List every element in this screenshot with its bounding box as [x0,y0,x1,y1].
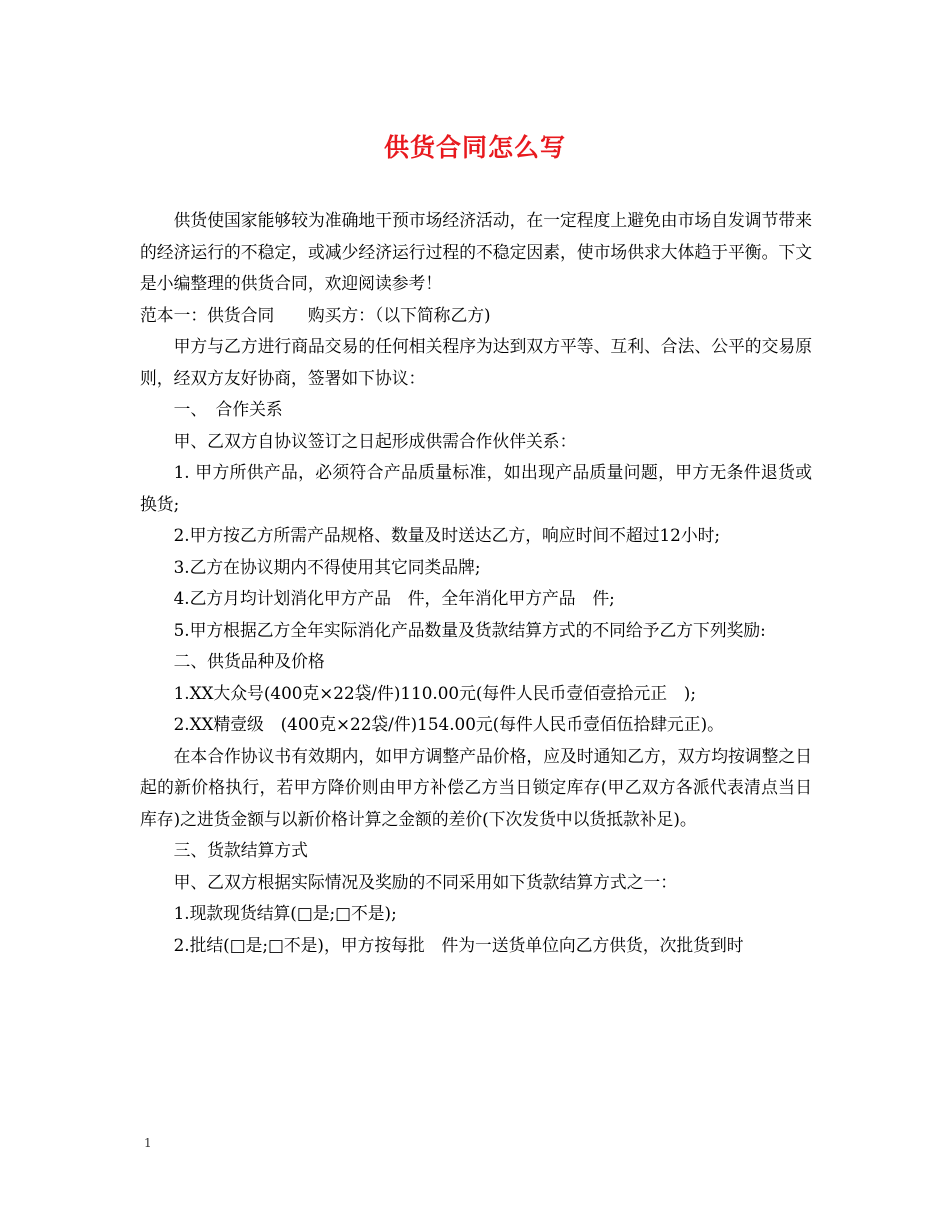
paragraph: 甲方与乙方进行商品交易的任何相关程序为达到双方平等、互利、合法、公平的交易原则，经双方友好协商，签署如下协议： [140,336,812,388]
document-title: 供货合同怎么写 [383,133,566,162]
paragraph: 1.现款现货结算(□是;□不是); [173,903,397,923]
paragraph: 甲、乙双方根据实际情况及奖励的不同采用如下货款结算方式之一： [173,871,678,892]
paragraph: 三、货款结算方式 [173,840,308,860]
paragraph: 3.乙方在协议期内不得使用其它同类品牌; [173,556,481,577]
paragraph: 2.批结(□是;□不是)，甲方按每批 件为一送货单位向乙方供货，次批货到时 [173,934,744,955]
paragraph: 5.甲方根据乙方全年实际消化产品数量及货款结算方式的不同给予乙方下列奖励: [173,619,766,640]
paragraph: 在本合作协议书有效期内，如甲方调整产品价格，应及时通知乙方，双方均按调整之日起的新价格执行，若甲方降价则由甲方补偿乙方当日锁定库存(甲乙双方各派代表清点当日库存)之进货金额与以新价格计算之金额的差价(下次发货中以货抵款补足)。 [140,745,812,829]
paragraph: 范本一：供货合同 购买方：（以下简称乙方) [140,304,491,325]
page-number: 1 [144,1136,152,1150]
paragraph: 供货使国家能够较为准确地干预市场经济活动，在一定程度上避免由市场自发调节带来的经济运行的不稳定，或减少经济运行过程的不稳定因素，使市场供求大体趋于平衡。下文是小编整理的供货合同，欢迎阅读参考！ [140,210,812,293]
paragraph: 甲、乙双方自协议签订之日起形成供需合作伙伴关系： [173,430,577,451]
paragraph: 4.乙方月均计划消化甲方产品 件，全年消化甲方产品 件; [173,588,615,608]
document-body [140,205,812,961]
paragraph: 1. 甲方所供产品，必须符合产品质量标准，如出现产品质量问题，甲方无条件退货或换货; [140,462,812,514]
paragraph: 2.甲方按乙方所需产品规格、数量及时送达乙方，响应时间不超过12小时; [173,525,721,545]
paragraph: 一、 合作关系 [173,399,283,419]
paragraph: 二、供货品种及价格 [173,651,325,671]
paragraph: 1.XX大众号(400克×22袋/件)110.00元(每件人民币壹佰壹拾元正 ); [173,682,697,703]
paragraph: 2.XX精壹级 (400克×22袋/件)154.00元(每件人民币壹佰伍拾肆元正)。 [173,714,724,734]
